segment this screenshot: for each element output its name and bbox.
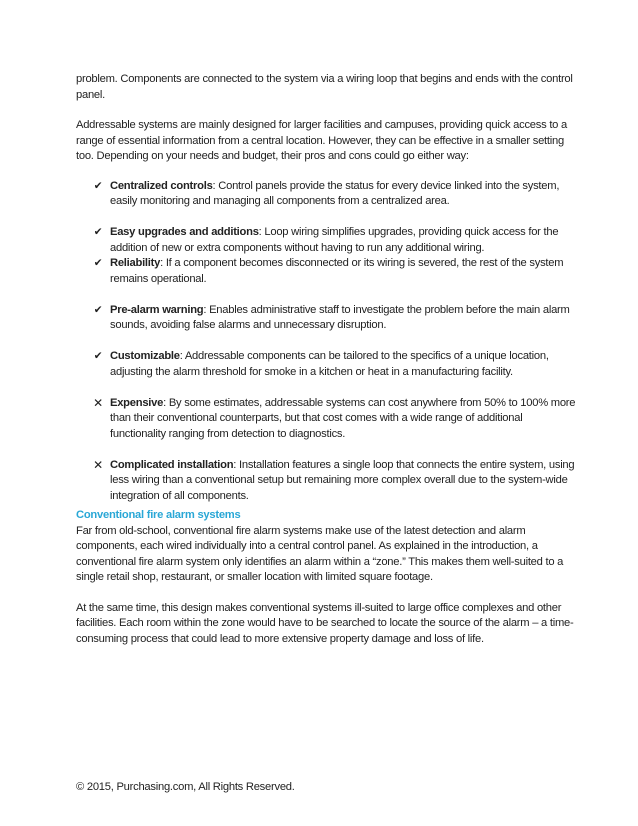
- item-text: : Installation features a single loop that connects the entire system, using less wiring than a conventional setup but remaining more complex overall due to the system-wide integration of all components.: [110, 458, 575, 502]
- intro-paragraph-1: problem. Components are connected to the system via a wiring loop that begins and ends with the control panel.: [76, 73, 573, 101]
- item-text: : Addressable components can be tailored to the specifics of a unique location, adjusting the alarm threshold for smoke in a kitchen or heat in a manufacturing facility.: [110, 350, 549, 378]
- list-item: [76, 349, 576, 380]
- section-paragraph-2: At the same time, this design makes conventional systems ill-suited to large office complexes and other facilities. Each room within the zone would have to be searched to locate the source of the alarm – a time-consuming process that could lead to more extensive property damage and loss of life.: [76, 601, 574, 645]
- document-body: [76, 72, 576, 647]
- item-term: Expensive: [110, 396, 164, 409]
- item-text: : Control panels provide the status for every device linked into the system, easily monitoring and managing all components from a centralized area.: [110, 179, 560, 207]
- check-icon: ✔: [93, 179, 103, 192]
- cross-icon: ✕: [93, 395, 103, 410]
- item-term: Centralized controls: [110, 179, 213, 192]
- item-term: Reliability: [110, 257, 161, 269]
- item-text: : By some estimates, addressable systems can cost anywhere from 50% to 100% more than their conventional counterparts, but that cost comes with a wide range of additional functionality ranging from detection to diagnostics.: [110, 396, 576, 440]
- copyright-footer: © 2015, Purchasing.com, All Rights Reserved.: [76, 781, 295, 793]
- check-icon: ✔: [93, 226, 103, 238]
- check-icon: ✔: [93, 350, 103, 362]
- list-item: [76, 396, 576, 443]
- item-text: : If a component becomes disconnected or its wiring is severed, the rest of the system remains operational.: [110, 257, 564, 285]
- item-text: : Loop wiring simplifies upgrades, providing quick access for the addition of new or extra components without having to run any additional wiring.: [110, 226, 559, 254]
- check-icon: ✔: [93, 303, 103, 316]
- list-item: [76, 225, 576, 256]
- item-text: : Enables administrative staff to investigate the problem before the main alarm sounds, avoiding false alarms and unnecessary disruption.: [110, 303, 570, 331]
- item-term: Easy upgrades and additions: [110, 226, 259, 238]
- list-item: [76, 458, 576, 505]
- pros-cons-list: [76, 179, 576, 505]
- item-term: Customizable: [110, 350, 180, 362]
- list-item: [76, 303, 576, 334]
- list-item: [76, 256, 576, 287]
- check-icon: ✔: [93, 257, 103, 269]
- section-paragraph-1: Far from old-school, conventional fire alarm systems make use of the latest detection and alarm components, each wired individually into a central control panel. As explained in the introduction, a conventional fire alarm system only identifies an alarm within a “zone.” This makes them well-suited to a single retail shop, restaurant, or smaller location with limited square footage.: [76, 524, 564, 583]
- item-term: Pre-alarm warning: [110, 303, 204, 316]
- item-term: Complicated installation: [110, 458, 234, 471]
- cross-icon: ✕: [93, 457, 103, 472]
- list-item: [76, 179, 576, 210]
- intro-paragraph-2: Addressable systems are mainly designed for larger facilities and campuses, providing quick access to a range of essential information from a central location. However, they can be effective in a smaller setting too. Depending on your needs and budget, their pros and cons could go either way:: [76, 119, 567, 162]
- section-heading: Conventional fire alarm systems: [76, 509, 241, 521]
